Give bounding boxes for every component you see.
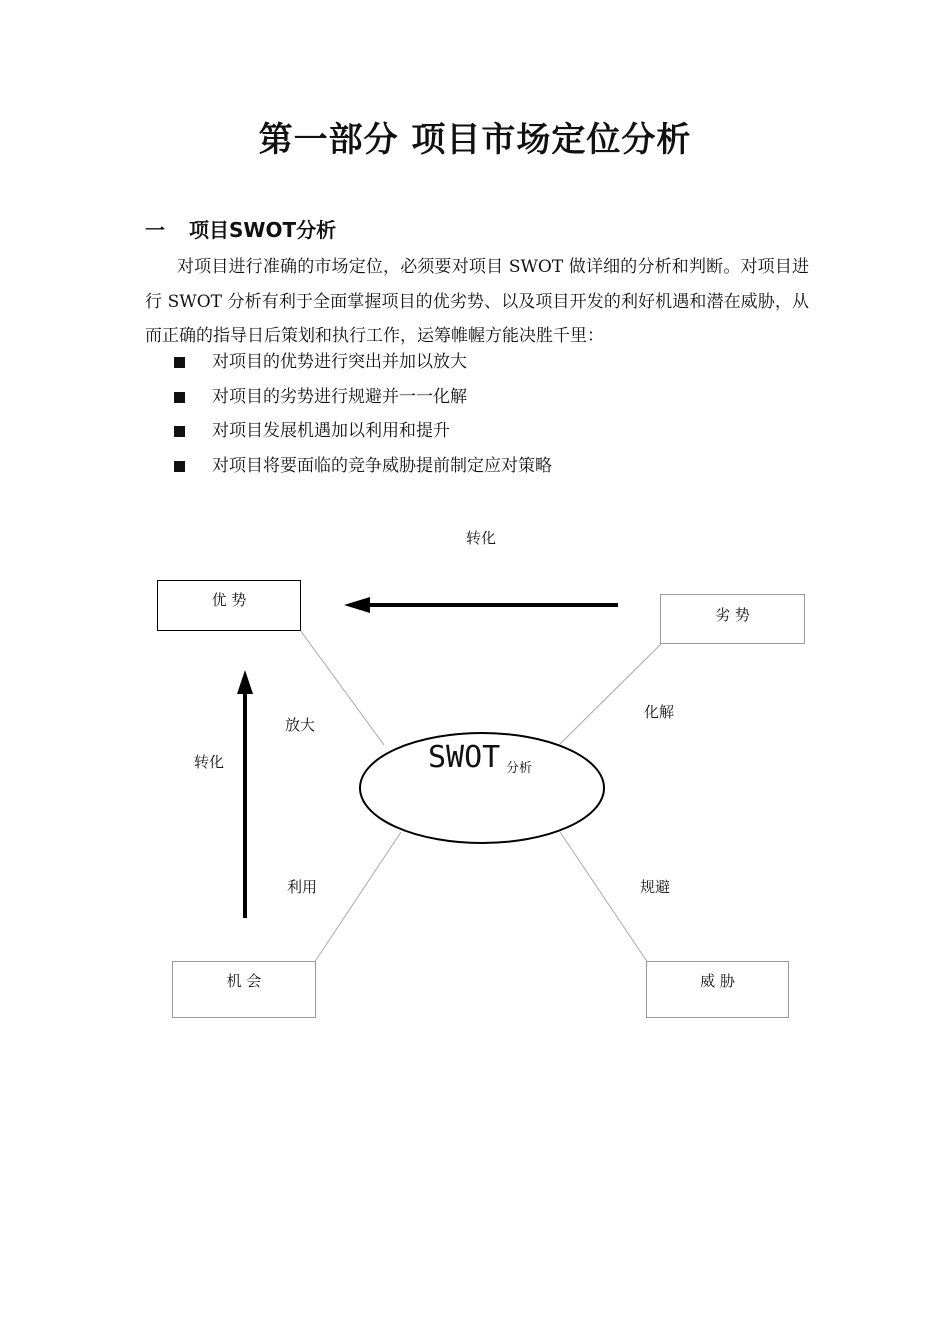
opportunity-box: 机 会 bbox=[172, 961, 316, 1018]
section-number: 一 bbox=[145, 218, 165, 242]
weakness-box: 劣 势 bbox=[660, 594, 805, 644]
swot-center-sublabel: 分析 bbox=[506, 761, 533, 776]
connector-threat bbox=[560, 832, 648, 963]
label-amplify: 放大 bbox=[285, 716, 316, 734]
arrowhead-up-icon bbox=[237, 670, 253, 694]
connector-weakness bbox=[560, 643, 662, 744]
threat-box: 威 胁 bbox=[646, 961, 789, 1018]
arrowhead-left-icon bbox=[344, 597, 370, 613]
list-item: 对项目将要面临的竞争威胁提前制定应对策略 bbox=[172, 449, 552, 484]
page-title: 第一部分 项目市场定位分析 bbox=[258, 120, 692, 160]
strength-box: 优 势 bbox=[157, 580, 301, 631]
label-resolve: 化解 bbox=[644, 703, 675, 721]
connector-opportunity bbox=[314, 832, 401, 963]
list-item: 对项目的劣势进行规避并一一化解 bbox=[172, 380, 552, 415]
label-top-transform: 转化 bbox=[466, 529, 497, 547]
label-use: 利用 bbox=[287, 878, 318, 896]
label-avoid: 规避 bbox=[640, 878, 671, 896]
section-title: 项目SWOT分析 bbox=[189, 218, 337, 242]
label-left-transform: 转化 bbox=[194, 753, 225, 771]
list-item: 对项目发展机遇加以利用和提升 bbox=[172, 414, 552, 449]
list-item: 对项目的优势进行突出并加以放大 bbox=[172, 345, 552, 380]
swot-center-label: SWOT bbox=[428, 740, 501, 775]
intro-paragraph: 对项目进行准确的市场定位，必须要对项目 SWOT 做详细的分析和判断。对项目进行 SWOT 分析有利于全面掌握项目的优劣势、以及项目开发的利好机遇和潜在威胁，从而正确的指导日后策划和执行工作，运筹帷幄方能决胜千里： bbox=[145, 257, 809, 346]
